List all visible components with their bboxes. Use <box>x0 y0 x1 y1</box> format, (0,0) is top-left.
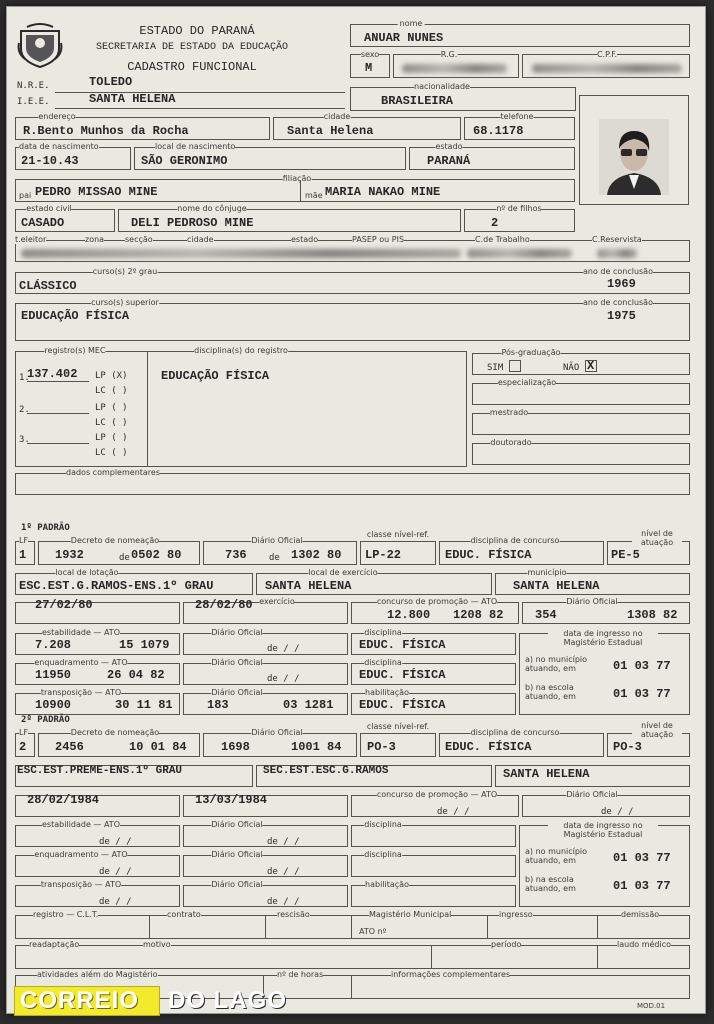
p2-value-diario: 1698 <box>221 740 250 754</box>
mec-num-1: 1. <box>19 373 30 383</box>
p1-value-nivel: PE-5 <box>611 548 640 562</box>
p1-value-transp: 10900 <box>35 698 72 712</box>
p2-de-slash-3: de / / <box>99 867 132 877</box>
p1-label-diario2: Diário Oficial <box>566 597 618 606</box>
p2-value-exer-date: 13/03/1984 <box>195 793 268 807</box>
p1-label-disc-conc: disciplina de concurso <box>470 536 560 545</box>
value-local-nasc: SÃO GERONIMO <box>141 154 228 168</box>
p1-value-estab-date: 15 1079 <box>119 638 170 652</box>
p1-value-posse: 27/02/80 <box>35 598 93 612</box>
label-estado-2: estado <box>291 235 319 244</box>
p2-label-decreto: Decreto de nomeação <box>70 728 160 737</box>
p1-label-ingresso: data de ingresso no Magistério Estadual <box>548 629 658 647</box>
value-sexo: M <box>365 61 373 75</box>
p2-value-lotacao: ESC.EST.PREME-ENS.1º GRAU <box>17 765 183 777</box>
p1-label-conc-prom: concurso de promoção — ATO <box>376 597 498 606</box>
p1-value-conc-prom-date: 1208 82 <box>453 608 504 622</box>
mec-lp-3: LP ( ) <box>95 433 128 443</box>
footer-label-ato-n: ATO nº <box>359 927 387 936</box>
p1-label-habil: habilitação <box>365 688 409 697</box>
p2-value-decreto-date: 10 01 84 <box>129 740 187 754</box>
value-curso-2grau: CLÁSSICO <box>19 279 77 293</box>
padrao-1-title: 1º PADRÃO <box>21 523 70 533</box>
footer-row-1 <box>15 915 690 939</box>
p1-label-lotacao: local de lotação <box>55 568 119 577</box>
footer-label-rescisao: rescisão <box>277 910 310 919</box>
mec-registro-1: 137.402 <box>27 367 78 381</box>
label-filiacao: filiação <box>282 174 312 183</box>
mec-lp-1: LP (X) <box>95 371 128 381</box>
label-cpf: C.P.F. <box>596 50 618 59</box>
label-dados-complementares: dados complementares <box>66 468 160 477</box>
p2-label-diario2: Diário Oficial <box>566 790 618 799</box>
p2-label-habil: habilitação <box>365 880 409 889</box>
p1-value-classe: LP-22 <box>365 548 402 562</box>
label-especializacao: especialização <box>497 378 557 387</box>
value-ano-superior: 1975 <box>607 309 636 323</box>
p1-label-lf: LF <box>19 536 29 545</box>
p1-label-ing-a: a) no município atuando, em <box>525 655 588 673</box>
p2-label-disc-conc: disciplina de concurso <box>470 728 560 737</box>
mec-lc-3: LC ( ) <box>95 448 128 458</box>
p2-label-diario3: Diário Oficial <box>211 820 263 829</box>
label-pos-graduacao: Pós-graduação <box>501 348 561 357</box>
p1-de-slash-2: de / / <box>267 674 300 684</box>
label-filhos: nº de filhos <box>496 204 542 213</box>
p1-value-decreto-date: 0502 80 <box>131 548 182 562</box>
p2-label-diario: Diário Oficial <box>251 728 303 737</box>
p2-de-slash-6: de / / <box>267 897 300 907</box>
p2-label-lf: LF <box>19 728 29 737</box>
p2-value-decreto: 2456 <box>55 740 84 754</box>
label-nacionalidade: nacionalidade <box>414 82 470 91</box>
p2-label-enq: enquadramento — ATO <box>34 850 128 859</box>
footer-label-ingresso: ingresso <box>499 910 533 919</box>
p2-value-exercicio: SEC.EST.ESC.G.RAMOS <box>263 765 389 777</box>
p1-value-diario-date: 1302 80 <box>291 548 342 562</box>
p1-value-habil: EDUC. FÍSICA <box>359 698 446 712</box>
p1-value-diario-t: 183 <box>207 698 229 712</box>
footer-label-registro: registro — C.L.T. <box>33 910 99 919</box>
label-t-eleitor: t.eleitor <box>15 235 47 244</box>
p1-value-disc1: EDUC. FÍSICA <box>359 638 446 652</box>
brand-do-lago: DO LAGO <box>168 987 287 1014</box>
form-code: MOD.01 <box>637 1002 666 1010</box>
p1-de-slash-1: de / / <box>267 644 300 654</box>
p1-label-exer-date: exercício <box>259 597 295 606</box>
label-curso-2grau: curso(s) 2º grau <box>92 267 158 276</box>
label-c-trabalho: C.de Trabalho <box>475 235 530 244</box>
p1-value-exer-date: 28/02/80 <box>195 598 253 612</box>
cadastro-funcional-form <box>6 6 706 1014</box>
mec-num-3: 3. <box>19 435 30 445</box>
p1-label-nivel: nível de atuação <box>632 529 682 547</box>
p1-label-disc2: disciplina <box>364 658 402 667</box>
p2-label-ing-a: a) no município atuando, em <box>525 847 588 865</box>
value-ano-2grau: 1969 <box>607 277 636 291</box>
p2-value-municipio: SANTA HELENA <box>503 767 590 781</box>
p1-value-diario2-date: 1308 82 <box>627 608 678 622</box>
p1-label-exercicio: local de exercício <box>308 568 378 577</box>
label-local-nasc: local de nascimento <box>155 142 236 151</box>
p1-value-ing-b: 01 03 77 <box>613 687 671 701</box>
label-nao: NÃO <box>563 363 580 373</box>
p1-value-disc2: EDUC. FÍSICA <box>359 668 446 682</box>
label-pasep: PASEP ou PIS <box>352 235 405 244</box>
iee-label: I.E.E. <box>17 97 50 107</box>
footer-label-horas: nº de horas <box>277 970 324 979</box>
p1-value-municipio: SANTA HELENA <box>513 579 600 593</box>
p1-value-diario: 736 <box>225 548 247 562</box>
p1-value-enq: 11950 <box>35 668 72 682</box>
p1-de-1: de <box>119 553 130 563</box>
p2-value-ing-b: 01 03 77 <box>613 879 671 893</box>
label-registros-mec: registro(s) MEC <box>44 346 106 355</box>
brand-correio: CORREIO <box>20 987 140 1014</box>
label-mae: mãe <box>305 191 323 200</box>
p2-label-disc2: disciplina <box>364 850 402 859</box>
label-zona: zona <box>85 235 105 244</box>
p2-de-slash-5: de / / <box>99 897 132 907</box>
p1-value-exercicio: SANTA HELENA <box>265 579 352 593</box>
nre-value: TOLEDO <box>89 75 133 89</box>
p2-de-slash-1: de / / <box>99 837 132 847</box>
nre-label: N.R.E. <box>17 81 50 91</box>
p2-label-nivel: nível de atuação <box>632 721 682 739</box>
value-cidade: Santa Helena <box>287 124 374 138</box>
p2-value-classe: PO-3 <box>367 740 396 754</box>
p2-label-diario4: Diário Oficial <box>211 850 263 859</box>
coat-of-arms <box>17 23 63 69</box>
label-doutorado: doutorado <box>490 438 532 447</box>
checkbox-sim[interactable] <box>509 360 521 372</box>
p1-label-diario5: Diário Oficial <box>211 688 263 697</box>
value-mae: MARIA NAKAO MINE <box>325 185 441 199</box>
mec-num-2: 2. <box>19 405 30 415</box>
p2-label-estab: estabilidade — ATO <box>42 820 120 829</box>
p1-value-transp-date: 30 11 81 <box>115 698 173 712</box>
p1-label-decreto: Decreto de nomeação <box>70 536 160 545</box>
value-nome: ANUAR NUNES <box>364 31 444 45</box>
value-filhos: 2 <box>491 216 499 230</box>
p2-value-posse: 28/02/1984 <box>27 793 100 807</box>
footer-row-2 <box>15 945 690 969</box>
value-pai: PEDRO MISSAO MINE <box>35 185 158 199</box>
p2-de-slash-0: de / / <box>437 807 470 817</box>
p1-value-estab: 7.208 <box>35 638 72 652</box>
p2-value-diario-date: 1001 84 <box>291 740 342 754</box>
p2-de-slash-4: de / / <box>267 867 300 877</box>
p2-value-lf: 2 <box>19 740 27 754</box>
label-data-nasc: data de nascimento <box>19 142 99 151</box>
value-data-nasc: 21-10.43 <box>21 154 79 168</box>
portrait-photo <box>599 119 669 195</box>
p2-de-slash-2: de / / <box>267 837 300 847</box>
footer-label-readaptacao: readaptação <box>29 940 80 949</box>
p1-label-disc1: disciplina <box>364 628 402 637</box>
p2-label-conc-prom: concurso de promoção — ATO <box>376 790 498 799</box>
p1-field-diario3 <box>183 633 348 655</box>
label-curso-superior: curso(s) superior <box>91 298 159 307</box>
p1-value-diario2: 354 <box>535 608 557 622</box>
label-endereco: endereço <box>38 112 76 121</box>
label-seccao: secção <box>125 235 153 244</box>
label-sexo: sexo <box>360 50 380 59</box>
p2-label-ing-b: b) na escola atuando, em <box>525 875 576 893</box>
p1-label-transp: transposição — ATO <box>40 688 122 697</box>
label-conjuge: nome do cônjuge <box>177 204 247 213</box>
label-rg: R.G. <box>440 50 458 59</box>
label-c-reservista: C.Reservista <box>592 235 642 244</box>
p1-value-enq-date: 26 04 82 <box>107 668 165 682</box>
checkbox-nao[interactable] <box>585 360 597 372</box>
p2-value-ing-a: 01 03 77 <box>613 851 671 865</box>
p1-de-2: de <box>269 553 280 563</box>
footer-label-laudo: laudo médico <box>617 940 672 949</box>
value-estado: PARANÁ <box>427 154 471 168</box>
p1-label-diario: Diário Oficial <box>251 536 303 545</box>
p2-label-classe: classe nível-ref. <box>366 722 430 731</box>
header-state: ESTADO DO PARANÁ <box>139 24 255 38</box>
p1-value-disc-conc: EDUC. FÍSICA <box>445 548 532 562</box>
footer-label-periodo: período <box>491 940 522 949</box>
footer-label-contrato: contrato <box>167 910 201 919</box>
value-estado-civil: CASADO <box>21 216 65 230</box>
iee-value: SANTA HELENA <box>89 92 176 106</box>
mec-lc-1: LC ( ) <box>95 386 128 396</box>
value-telefone: 68.1178 <box>473 124 524 138</box>
label-cidade: cidade <box>323 112 351 121</box>
p2-value-nivel: PO-3 <box>613 740 642 754</box>
padrao-2-title: 2º PADRÃO <box>21 715 70 725</box>
label-telefone: telefone <box>500 112 534 121</box>
p2-value-disc-conc: EDUC. FÍSICA <box>445 740 532 754</box>
label-estado-civil: estado civil <box>26 204 72 213</box>
p1-value-diario-t-date: 03 1281 <box>283 698 334 712</box>
label-mestrado: mestrado <box>489 408 529 417</box>
p2-label-transp: transposição — ATO <box>40 880 122 889</box>
p2-field-diario5 <box>183 885 348 907</box>
label-ano-conclusao-2: ano de conclusão <box>583 298 653 307</box>
p1-value-decreto: 1932 <box>55 548 84 562</box>
footer-label-motivo: motivo <box>143 940 171 949</box>
p2-de-slash-00: de / / <box>601 807 634 817</box>
p1-label-estab: estabilidade — ATO <box>42 628 120 637</box>
p2-label-diario5: Diário Oficial <box>211 880 263 889</box>
mec-lp-2: LP ( ) <box>95 403 128 413</box>
footer-label-demissao: demissão <box>621 910 660 919</box>
p2-label-disc1: disciplina <box>364 820 402 829</box>
header-secretaria: SECRETARIA DE ESTADO DA EDUCAÇÃO <box>95 42 289 53</box>
mec-disciplina: EDUCAÇÃO FÍSICA <box>161 369 270 383</box>
p2-field-diario3 <box>183 825 348 847</box>
p1-value-lf: 1 <box>19 548 27 562</box>
footer-label-mag-mun: Magistério Municipal <box>369 910 452 919</box>
p1-label-diario4: Diário Oficial <box>211 658 263 667</box>
footer-label-info-comp: informações complementares <box>391 970 511 979</box>
label-sim: SIM <box>487 363 504 373</box>
label-disciplina-registro: disciplina(s) do registro <box>194 346 288 355</box>
checkbox-nao-mark: X <box>587 359 595 373</box>
footer-label-atividades: atividades além do Magistério <box>37 970 158 979</box>
p1-value-conc-prom: 12.800 <box>387 608 431 622</box>
value-conjuge: DELI PEDROSO MINE <box>131 216 254 230</box>
p1-label-diario3: Diário Oficial <box>211 628 263 637</box>
mec-lc-2: LC ( ) <box>95 418 128 428</box>
label-estado: estado <box>435 142 463 151</box>
p2-field-diario4 <box>183 855 348 877</box>
p2-label-ingresso: data de ingresso no Magistério Estadual <box>548 821 658 839</box>
header-cadastro: CADASTRO FUNCIONAL <box>127 60 257 74</box>
p1-label-municipio: município <box>527 568 567 577</box>
p1-label-enq: enquadramento — ATO <box>34 658 128 667</box>
p1-field-diario4 <box>183 663 348 685</box>
value-endereco: R.Bento Munhos da Rocha <box>23 124 189 138</box>
p1-label-classe: classe nível-ref. <box>366 530 430 539</box>
label-cidade-2: cidade <box>187 235 214 244</box>
label-pai: pai <box>19 191 32 200</box>
p1-value-lotacao: ESC.EST.G.RAMOS-ENS.1º GRAU <box>19 579 214 593</box>
label-nome: nome <box>399 19 423 28</box>
p1-label-ing-b: b) na escola atuando, em <box>525 683 576 701</box>
correio-do-lago-logo <box>14 986 304 1016</box>
p1-value-ing-a: 01 03 77 <box>613 659 671 673</box>
label-ano-conclusao: ano de conclusão <box>583 267 653 276</box>
value-nacionalidade: BRASILEIRA <box>381 94 454 108</box>
value-curso-superior: EDUCAÇÃO FÍSICA <box>21 309 130 323</box>
